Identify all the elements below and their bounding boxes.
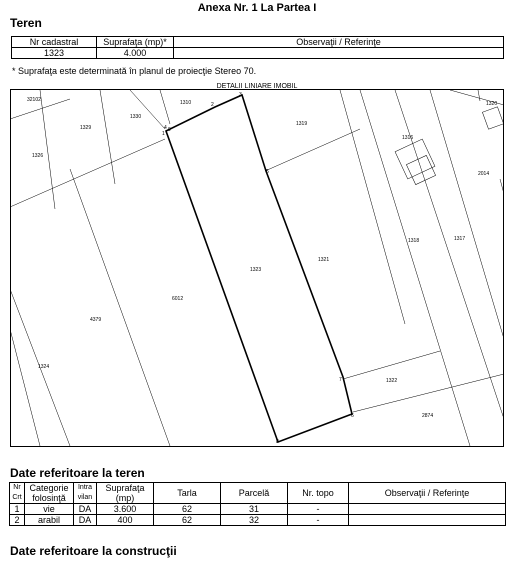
table-row bbox=[10, 515, 506, 526]
col-parcela: Parcelă bbox=[221, 483, 288, 504]
parcel-label-1316: 1316 bbox=[402, 135, 414, 141]
vertex-label-6: 6 bbox=[351, 413, 354, 419]
parcel-label-1318: 1318 bbox=[408, 238, 420, 244]
parcel-label-1320: 1320 bbox=[486, 101, 498, 107]
cell-tarla: 62 bbox=[154, 504, 221, 515]
cell-suprafata: 3.600 bbox=[97, 504, 154, 515]
parcel-label-1317: 1317 bbox=[454, 236, 466, 242]
col-suprafata: Suprafaţa (mp) bbox=[97, 483, 154, 504]
parcel-label-2874: 2874 bbox=[422, 413, 434, 419]
cell-suprafata: 4.000 bbox=[97, 48, 174, 59]
col-observatii: Observaţii / Referinţe bbox=[174, 37, 504, 48]
parcel-label-1329: 1329 bbox=[80, 125, 92, 131]
cell-categorie: arabil bbox=[25, 515, 74, 526]
col-nr-topo: Nr. topo bbox=[288, 483, 349, 504]
cell-parcela: 31 bbox=[221, 504, 288, 515]
plan-title: DETALII LINIARE IMOBIL bbox=[216, 83, 298, 90]
date-teren-table bbox=[9, 482, 506, 526]
col-nr-crt: Nr Crt bbox=[10, 483, 25, 504]
parcel-label-1330: 1330 bbox=[130, 114, 142, 120]
col-observatii: Observaţii / Referinţe bbox=[349, 483, 506, 504]
cadastral-plan bbox=[10, 89, 504, 447]
parcel-labels bbox=[27, 97, 497, 419]
col-tarla: Tarla bbox=[154, 483, 221, 504]
table-header-row bbox=[10, 483, 506, 504]
vertex-label-5: 5 bbox=[266, 169, 269, 175]
col-nr-cadastral: Nr cadastral bbox=[12, 37, 97, 48]
parcel-label-1323: 1323 bbox=[250, 267, 262, 273]
section-date-constructii-heading: Date referitoare la construcţii bbox=[10, 544, 177, 558]
section-date-teren-heading: Date referitoare la teren bbox=[10, 466, 145, 480]
parcel-label-6012: 6012 bbox=[172, 296, 184, 302]
vertex-label-9: 9 bbox=[168, 127, 171, 133]
vertex-label-1: 1 bbox=[162, 131, 165, 137]
cell-nr-topo: - bbox=[288, 504, 349, 515]
cell-intravilan: DA bbox=[74, 504, 97, 515]
table-row bbox=[12, 48, 504, 59]
teren-table bbox=[11, 36, 504, 59]
parcel-label-1310: 1310 bbox=[180, 100, 192, 106]
section-teren-heading: Teren bbox=[10, 16, 42, 30]
cell-observatii bbox=[349, 515, 506, 526]
cell-parcela: 32 bbox=[221, 515, 288, 526]
col-intravilan: Intra vilan bbox=[74, 483, 97, 504]
parcel-label-1326: 1326 bbox=[32, 153, 44, 159]
parcel-label-1319: 1319 bbox=[296, 121, 308, 127]
vertex-label-2: 2 bbox=[211, 102, 214, 108]
col-suprafata: Suprafaţa (mp)* bbox=[97, 37, 174, 48]
projection-note: * Suprafaţa este determinată în planul de proiecţie Stereo 70. bbox=[12, 66, 257, 76]
table-row bbox=[10, 504, 506, 515]
cell-categorie: vie bbox=[25, 504, 74, 515]
parcel-label-1321: 1321 bbox=[318, 257, 330, 263]
vertex-label-3: 3 bbox=[239, 92, 242, 98]
vertex-label-7: 7 bbox=[339, 377, 342, 383]
page-title: Anexa Nr. 1 La Partea I bbox=[197, 2, 317, 14]
vertex-label-4: 4 bbox=[164, 125, 167, 131]
cell-intravilan: DA bbox=[74, 515, 97, 526]
parcel-label-1322: 1322 bbox=[386, 378, 398, 384]
cell-nr-crt: 2 bbox=[10, 515, 25, 526]
col-categorie: Categorie folosinţă bbox=[25, 483, 74, 504]
table-header-row bbox=[12, 37, 504, 48]
cell-tarla: 62 bbox=[154, 515, 221, 526]
parcel-label-1324: 1324 bbox=[38, 364, 50, 370]
cell-observatii bbox=[349, 504, 506, 515]
parcel-label-32102: 32102 bbox=[27, 97, 41, 103]
cell-nr-topo: - bbox=[288, 515, 349, 526]
cell-nr-cadastral: 1323 bbox=[12, 48, 97, 59]
vertex-label-8: 8 bbox=[276, 439, 279, 445]
cell-suprafata: 400 bbox=[97, 515, 154, 526]
parcel-label-2014: 2014 bbox=[478, 171, 490, 177]
parcel-label-4379: 4379 bbox=[90, 317, 102, 323]
cell-nr-crt: 1 bbox=[10, 504, 25, 515]
cell-observatii bbox=[174, 48, 504, 59]
